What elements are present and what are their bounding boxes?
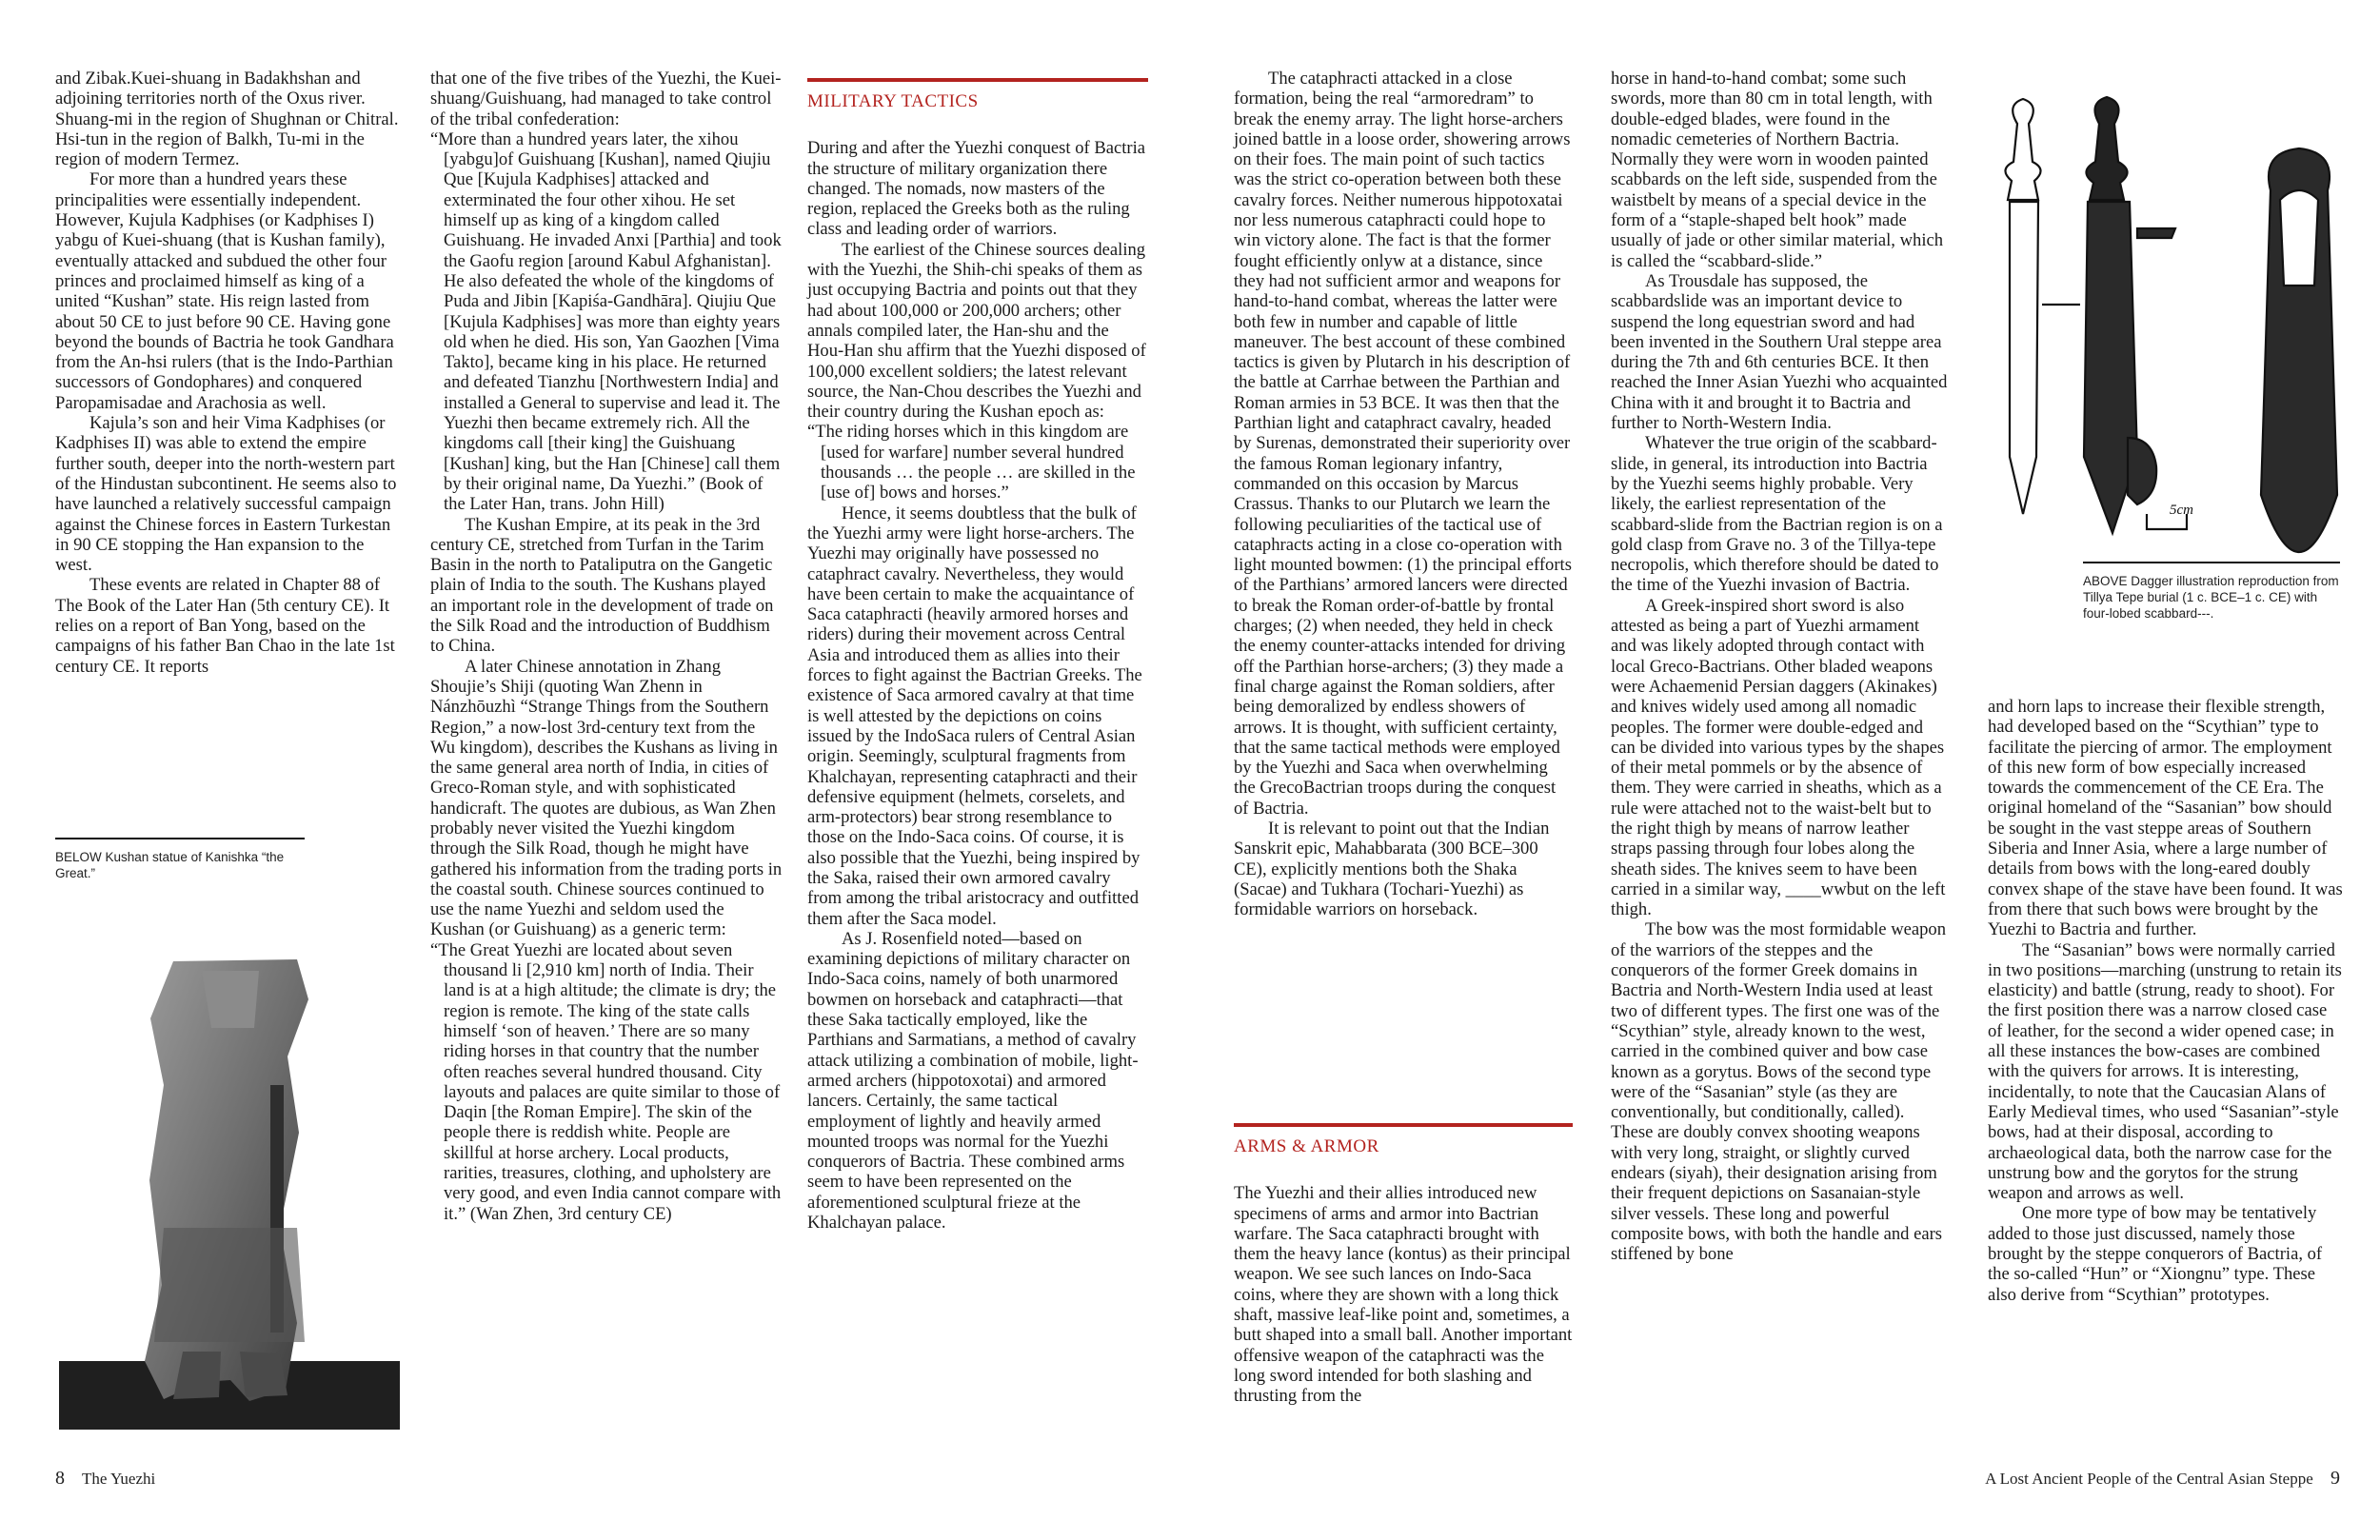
paragraph: horse in hand-to-hand combat; some such swords, more than 80 cm in total length, with double-edged blades, were found in the nomadic cemeteries of Northern Bactria. Normally they were worn in wooden painted scabbards on the left side, suspended from the waistbelt by means of a special device in the form of a “staple-shaped belt hook” made usually of jade or other similar material, which is called the “scabbard-slide.” xyxy=(1611,69,1944,271)
caption-above: ABOVE Dagger illustration reproduction from Tillya Tepe burial (1 c. BCE–1 c. CE) with four-lobed scabbard---. xyxy=(2083,562,2340,622)
quote: “More than a hundred years later, the xihou [yabgu]of Guishuang [Kushan], named Qiujiu Que [Kujula Kadphises] attacked and exterminated the four other xihou. He set himself up as king of a kingdom called Guishuang. He invaded Anxi [Parthia] and took the Gaofu region [around Kabul Afghanistan]. He also defeated the whole of the kingdoms of Puda and Jibin [Kapiśa-Gandhāra]. Qiujiu Que [Kujula Kadphises] was more than eighty years old when he died. His son, Yan Gaozhen [Vima Takto], became king in his place. He returned and defeated Tianzhu [Northwestern India] and installed a General to supervise and lead it. The Yuezhi then became extremely rich. All the kingdoms call [their king] the Guishuang [Kushan] king, but the Han [Chinese] call them by their original name, Da Yuezhi.” (Book of the Later Han, trans. John Hill) xyxy=(430,128,782,515)
paragraph: Hence, it seems doubtless that the bulk of the Yuezhi army were light horse-archers. The Yuezhi may originally have possessed no cataphract cavalry. Nevertheless, they would have been certain to make the acquaintance of Saca cataphracti (heavily armored horses and riders) during their movement across Central Asia and introduced them as allies into their forces to fight against the Bactrian Greeks. The existence of Saca armored cavalry at that time is well attested by the depictions on coins issued by the IndoSaca rulers of Central Asian origin. Seemingly, sculptural fragments from Khalchayan, representing cataphracti and their defensive equipment (helmets, corselets, and arm-protectors) bear strong resemblance to those on the Indo-Saca coins. Of course, it is also possible that the Yuezhi, being inspired by the Saka, raised their own armored cavalry from among the tribal aristocracy and outfitted them after the Saca model. xyxy=(807,503,1142,929)
page-number: 8 xyxy=(55,1468,65,1489)
paragraph: Whatever the true origin of the scabbard-slide, in general, its introduction into Bactria by the Yuezhi seems highly probable. Very likely, the earliest representation of the scabbard-slide from the Bactrian region is on a gold clasp from Grave no. 3 of the Tillya-tepe necropolis, which therefore should be dated to the time of the Yuezhi invasion of Bactria. xyxy=(1611,433,1943,596)
paragraph: The cataphracti attacked in a close formation, being the real “armoredram” to break the enemy array. The light horse-archers joined battle in a loose order, showering arrows on their foes. The main point of such tactics was the strict co-operation between both these cavalry forces. Neither numerous hippotoxatai nor less numerous cataphracti could hope to win victory alone. The fact is that the former fought efficiently onlyw at a distance, since they had not sufficient armor and weapons for hand-to-hand combat, whereas the latter were both few in number and capable of little maneuver. The best account of these combined tactics is given by Plutarch in his description of the battle at Carrhae between the Parthian and Roman armies in 53 BCE. It was then that the Parthian light and cataphract cavalry, headed by Surenas, demonstrated their superiority over the famous Roman legionary infantry, commanded on this occasion by Marcus Crassus. Thanks to our Plutarch we learn the following peculiarities of the tactical use of cataphracts acting in a close co-operation with light mounted bowmen: (1) the principal efforts of the Parthians’ armored lancers were directed to break the Roman order-of-battle by frontal charges; (2) when needed, they held in check the enemy counter-attacks intended for driving off the Parthian horse-archers; (3) they made a final charge against the Roman soldiers, after being demoralized by endless showers of arrows. It is thought, with sufficient certainty, that the same tactical methods were employed by the Yuezhi and Saca when overwhelming the GrecoBactrian troops during the conquest of Bactria. xyxy=(1234,69,1572,819)
section-heading-arms-armor: ARMS & ARMOR xyxy=(1234,1123,1573,1156)
kanishka-statue-image xyxy=(59,942,400,1430)
paragraph: and horn laps to increase their flexible strength, had developed based on the “Scythian” type to facilitate the piercing of armor. The employment of this new form of bow especially increased towards the commencement of the CE Era. The original homeland of the “Sasanian” bow should be sought in the vast steppe areas of Southern Siberia and Inner Asia, where a large number of details from bows with the long-eared doubly convex shape of the stave have been found. It was from there that such bows were brought by the Yuezhi to Bactria and further. xyxy=(1988,697,2343,940)
caption-below: BELOW Kushan statue of Kanishka “the Great.” xyxy=(55,838,305,881)
paragraph: As J. Rosenfield noted—based on examining depictions of military character on Indo-Saca coins, namely of both unarmored bowmen on horseback and cataphracti—that these Saka tactically employed, like the Parthians and Sarmatians, a method of cavalry attack utilizing a combination of mobile, light-armed archers (hippotoxotai) and armored lancers. Certainly, the same tactical employment of lightly and heavily armed mounted troops was normal for the Yuezhi conquerors of Bactria. These combined arms seem to have been represented on the aforementioned sculptural frieze at the Khalchayan palace. xyxy=(807,928,1139,1234)
folio-left xyxy=(55,1468,155,1490)
dagger-illustration xyxy=(1985,95,2380,562)
column-1 xyxy=(55,69,403,677)
section-heading-military-tactics: MILITARY TACTICS xyxy=(807,78,1148,111)
paragraph: It is relevant to point out that the Indian Sanskrit epic, Mahabbarata (300 BCE–300 CE), explicitly mentions both the Shaka (Sacae) and Tukhara (Tochari-Yuezhi) as formidable warriors on horseback. xyxy=(1234,818,1550,920)
paragraph: During and after the Yuezhi conquest of Bactria the structure of military organization there changed. The nomads, now masters of the region, replaced the Greeks both as the ruling class and leading order of warriors. xyxy=(807,138,1146,240)
paragraph: that one of the five tribes of the Yuezhi, the Kuei-shuang/Guishuang, had managed to take control of the tribal confederation: xyxy=(430,69,782,129)
paragraph: The “Sasanian” bows were normally carried in two positions—marching (unstrung to retain its elasticity) and battle (strung, ready to shoot). For the first position there was a narrow closed case of leather, for the second a wider opened case; in all these instances the bow-cases are combined with the quivers for arrows. It is interesting, incidentally, to note that the Caucasian Alans of Early Medieval times, who used “Sasanian”-style bows, had at their disposal, according to archaeological data, both the narrow case for the unstrung bow and the gorytos for the strung weapon and arrows as well. xyxy=(1988,939,2342,1204)
folio-right xyxy=(1985,1468,2340,1490)
column-4 xyxy=(1234,69,1573,919)
paragraph: One more type of bow may be tentatively added to those just discussed, namely those brought by the steppe conquerors of Bactria, of the so-called “Hun” or “Xiongnu” type. These also derive from “Scythian” prototypes. xyxy=(1988,1203,2323,1305)
scale-label: 5cm xyxy=(2170,503,2193,518)
paragraph: The Yuezhi and their allies introduced new specimens of arms and armor into Bactrian warfare. The Saca cataphracti brought with them the heavy lance (kontus) as their principal weapon. We see such lances on Indo-Saca coins, where they are shown with a long thick shaft, massive leaf-like point and, sometimes, a butt shaped into a small ball. Another important offensive weapon of the cataphracti was the long sword intended for both slashing and thrusting from the xyxy=(1234,1183,1573,1407)
paragraph: The Kushan Empire, at its peak in the 3rd century CE, stretched from Turfan in the Tarim Basin in the north to Pataliputra on the Gangetic plain of India to the south. The Kushans played an important role in the development of trade on the Silk Road and the introduction of Buddhism to China. xyxy=(430,514,774,657)
paragraph: The bow was the most formidable weapon of the warriors of the steppes and the conquerors of the former Greek domains in Bactria and North-Western India used at least two of different types. The first one was of the “Scythian” style, already known to the west, carried in the combined quiver and bow case known as a gorytus. Bows of the second type were of the “Sasanian” style (as they are conventionally, but conditionally, called). These are doubly convex shooting weapons with very long, straight, or slightly curved endears (siyah), their designation arising from their frequent depictions on Sasanaian-style silver vessels. These long and powerful composite bows, with both the handle and ears stiffened by bone xyxy=(1611,919,1947,1265)
paragraph: A later Chinese annotation in Zhang Shoujie’s Shiji (quoting Wan Zhenn in Nánzhōuzhì “Strange Things from the Southern Region,” a now-lost 3rd-century text from the Wu kingdom), describes the Kushans as living in the same general area north of India, in cities of Greco-Roman style, and with sophisticated handicraft. The quotes are dubious, as Wan Zhen probably never visited the Yuezhi kingdom through the Silk Road, though he might have gathered his information from the trading ports in the coastal south. Chinese sources continued to use the name Yuezhi and seldom used the Kushan (or Guishuang) as a generic term: xyxy=(430,656,783,940)
paragraph: Kajula’s son and heir Vima Kadphises (or Kadphises II) was able to extend the empire further south, deeper into the north-western part of the Hindustan subcontinent. He seems also to have launched a relatively successful campaign against the Chinese forces in Eastern Turkestan in 90 CE stopping the Han expansion to the west. xyxy=(55,413,397,576)
paragraph: and Zibak.Kuei-shuang in Badakhshan and adjoining territories north of the Oxus river. Shuang-mi in the region of Shughnan or Chitral. Hsi-tun in the region of Balkh, Tu-mi in the region of modern Termez. xyxy=(55,69,399,170)
quote: “The Great Yuezhi are located about seven thousand li [2,910 km] north of India. Their land is at a high altitude; the climate is dry; the region is remote. The king of the state calls himself ‘son of heaven.’ There are so many riding horses in that country that the number often reaches several hundred thousand. City layouts and palaces are quite similar to those of Daqin [the Roman Empire]. The skin of the people there is reddish white. People are skillful at horse archery. Local products, rarities, treasures, clothing, and upholstery are very good, and even India cannot compare with it.” (Wan Zhen, 3rd century CE) xyxy=(430,939,782,1224)
page-number: 9 xyxy=(2330,1468,2340,1489)
column-3 xyxy=(807,78,1148,1233)
column-6 xyxy=(1988,697,2345,1305)
column-4-arms xyxy=(1234,1123,1573,1407)
running-head: The Yuezhi xyxy=(81,1470,156,1488)
quote: “The riding horses which in this kingdom are [used for warfare] number several hundred thousands … the people … are skilled in the [use of] bows and horses.” xyxy=(807,422,1136,503)
paragraph: The earliest of the Chinese sources dealing with the Yuezhi, the Shih-chi speaks of them as just occupying Bactria and points out that they had about 100,000 or 200,000 archers; other annals compiled later, the Han-shu and the Hou-Han shu affirm that the Yuezhi disposed of 100,000 excellent soldiers; the latest relevant source, the Nan-Chou describes the Yuezhi and their country during the Kushan epoch as: xyxy=(807,239,1146,423)
running-head: A Lost Ancient People of the Central Asian Steppe xyxy=(1985,1470,2313,1488)
paragraph: A Greek-inspired short sword is also attested as being a part of Yuezhi armament and was likely adopted through contact with local Greco-Bactrians. Other bladed weapons were Achaemenid Persian daggers (Akinakes) and knives widely used among all nomadic peoples. The former were double-edged and can be divided into various types by the shapes of their metal pommels or by the absence of them. They were carried in sheaths, which as a rule were attached not to the waist-belt but to the right thigh by means of narrow leather straps passing through four lobes along the sheath sides. The knives seem to have been carried in a similar way, ____wwbut on the left thigh. xyxy=(1611,595,1946,920)
column-5 xyxy=(1611,69,1949,1265)
paragraph: As Trousdale has supposed, the scabbardslide was an important device to suspend the long equestrian sword and had been invented in the Southern Ural steppe area during the 7th and 6th centuries BCE. It then reached the Inner Asian Yuezhi who acquainted China with it and brought it to Bactria and further to North-Western India. xyxy=(1611,270,1948,434)
paragraph: For more than a hundred years these principalities were essentially independent. However, Kujula Kadphises (or Kadphises I) yabgu of Kuei-shuang (that is Kushan family), eventually attacked and subdued the other four princes and proclaimed himself as king of a united “Kushan” state. His reign lasted from about 50 CE to just before 90 CE. Having gone beyond the bounds of Bactria he took Gandhara from the An-hsi rulers (that is the Indo-Parthian successors of Gondophares) and conquered Paropamisadae and Arachosia as well. xyxy=(55,169,394,413)
paragraph: These events are related in Chapter 88 of The Book of the Later Han (5th century CE). It relies on a report of Ban Yong, based on the campaigns of his father Ban Chao in the late 1st century CE. It reports xyxy=(55,575,395,677)
column-2 xyxy=(430,69,783,1224)
